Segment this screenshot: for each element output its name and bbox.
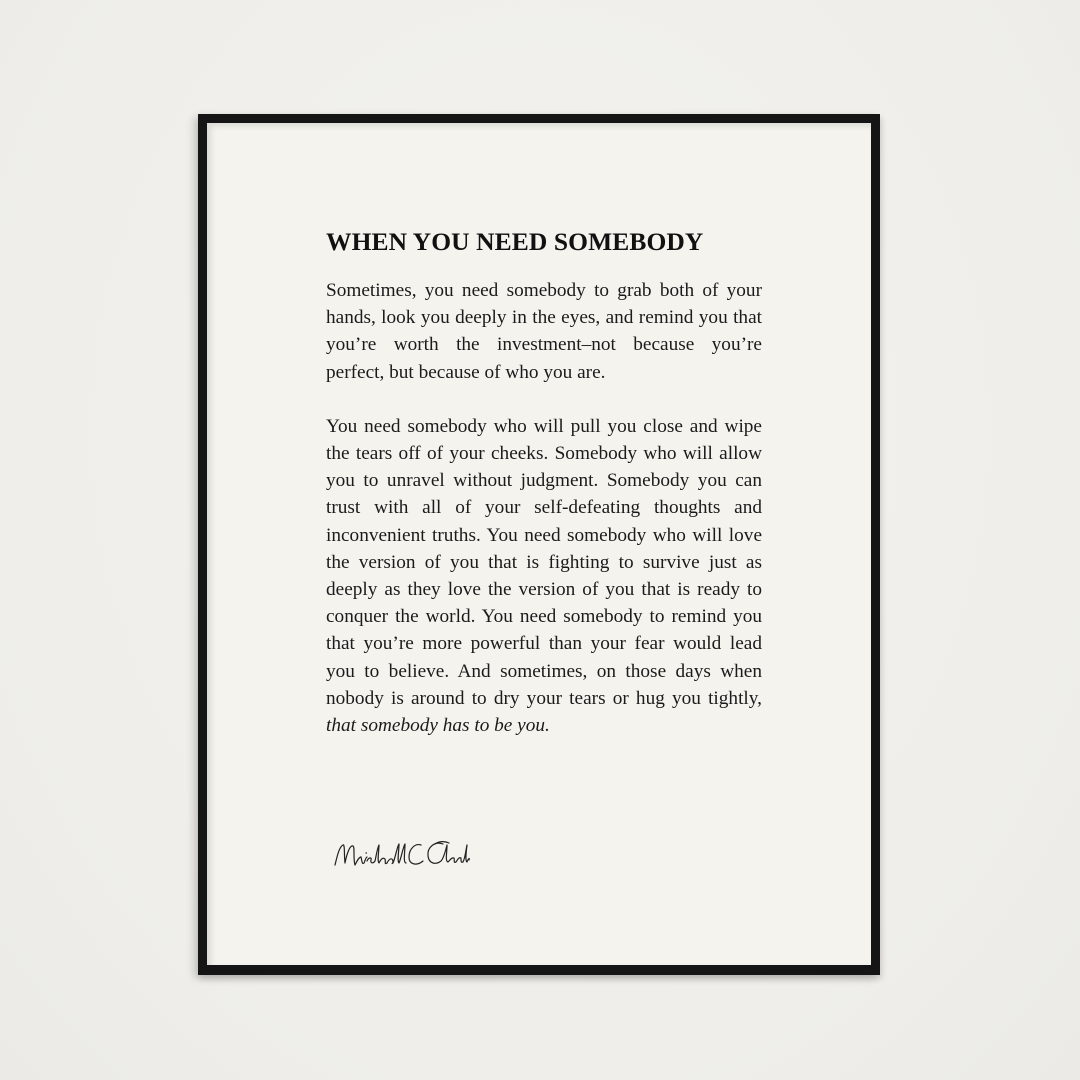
paragraph-2-emphasis: that somebody has to be you. (326, 715, 550, 737)
poster-paper (207, 123, 871, 965)
poster-content (326, 227, 762, 739)
paragraph-1: Sometimes, you need somebody to grab both of your hands, look you deeply in the eyes, and remind you that you’re worth the investment–not because you’re perfect, but because of who you are. (326, 280, 762, 383)
poster-title: WHEN YOU NEED SOMEBODY (326, 227, 704, 256)
paragraph-2 (326, 413, 762, 739)
picture-frame (198, 114, 880, 975)
paragraph-2-main: You need somebody who will pull you close and wipe the tears off of your cheeks. Somebody who will allow you to unravel without judgment. Somebody you can trust with all of your self-defeating thoughts and inconvenient truths. You need somebody who will love the version of you that is fighting to survive just as deeply as they love the version of you that is ready to conquer the world. You need somebody to remind you that you’re more powerful than your fear would lead you to believe. And sometimes, on those days when nobody is around to dry your tears or hug you tightly, (326, 415, 762, 709)
signature-icon (331, 835, 471, 875)
